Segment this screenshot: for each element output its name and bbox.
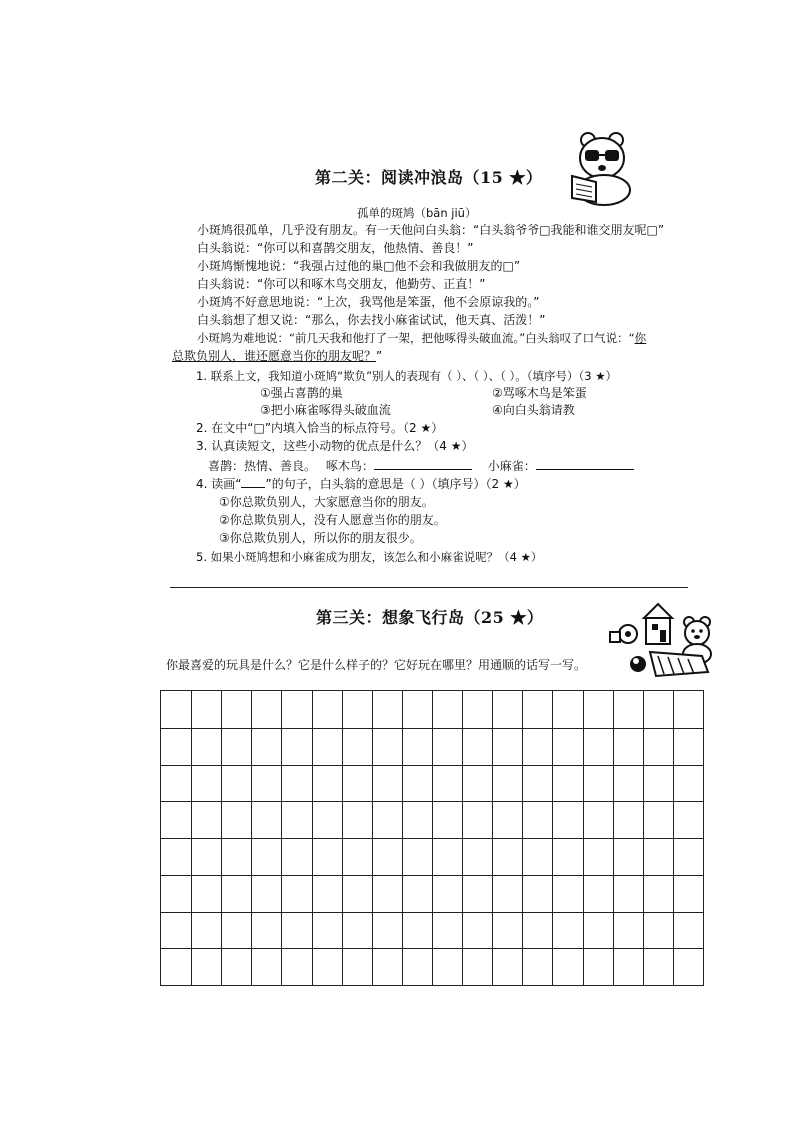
passage-text: 小斑鸠为难地说：“前几天我和他打了一架，把他啄得头破血流。”白头翁叹了口气说：“ (197, 331, 635, 345)
passage-paragraph (197, 330, 646, 346)
grid-row-line (161, 728, 703, 729)
section-divider (170, 587, 688, 588)
q4-stem-a: 4. 读画“ (196, 477, 242, 491)
question-1: 1. 联系上文，我知道小斑鸠“欺负”别人的表现有（ ）、（ ）、（ ）。（填序号）（3 ★） (196, 369, 618, 383)
q4-underline-mark (241, 477, 265, 488)
passage-paragraph: 白头翁说：“你可以和喜鹊交朋友，他热情、善良！” (197, 241, 474, 255)
writing-prompt: 你最喜爱的玩具是什么？它是什么样子的？它好玩在哪里？用通顺的话写一写。 (166, 658, 587, 672)
writing-grid[interactable] (160, 690, 704, 986)
section3-title: 第三关：想象飞行岛（25 ★） (316, 608, 544, 627)
question-4 (196, 476, 526, 492)
grid-row-line (161, 948, 703, 949)
q3-xiaomaque-label: 小麻雀： (487, 459, 536, 473)
question-3: 3. 认真读短文，这些小动物的优点是什么？（4 ★） (196, 439, 474, 453)
passage-paragraph: 小斑鸠惭愧地说：“我强占过他的巢□他不会和我做朋友的□” (197, 259, 521, 273)
q4-option: ①你总欺负别人，大家愿意当你的朋友。 (219, 495, 434, 509)
passage-paragraph: 小斑鸠不好意思地说：“上次，我骂他是笨蛋，他不会原谅我的。” (197, 295, 540, 309)
toys-icon (606, 600, 718, 680)
passage-text: ” (376, 349, 383, 363)
question-2: 2. 在文中“□”内填入恰当的标点符号。（2 ★） (196, 421, 444, 435)
passage-title: 孤单的斑鸠（bān jiū） (357, 206, 477, 220)
q1-option: ①强占喜鹊的巢 (260, 386, 343, 400)
q1-option: ③把小麻雀啄得头破血流 (260, 403, 391, 417)
q4-stem-b: ”的句子，白头翁的意思是（ ）（填序号）（2 ★） (265, 477, 526, 491)
question-5: 5. 如果小斑鸠想和小麻雀成为朋友，该怎么和小麻雀说呢？（4 ★） (196, 550, 543, 564)
passage-paragraph: 白头翁说：“你可以和啄木鸟交朋友，他勤劳、正直！” (197, 277, 486, 291)
q3-answers (208, 458, 634, 474)
underlined-sentence: 总欺负别人，谁还愿意当你的朋友呢？ (172, 349, 377, 363)
q3-zhuomuniao-blank[interactable] (374, 458, 472, 470)
grid-row-line (161, 875, 703, 876)
q1-option: ②骂啄木鸟是笨蛋 (492, 386, 587, 400)
grid-row-line (161, 765, 703, 766)
q1-option: ④向白头翁请教 (492, 403, 575, 417)
q3-xique: 喜鹊：热情、善良。 (208, 459, 317, 473)
passage-paragraph: 白头翁想了想又说：“那么，你去找小麻雀试试，他天真、活泼！” (197, 313, 546, 327)
bear-reading-icon (566, 128, 638, 206)
section2-title: 第二关：阅读冲浪岛（15 ★） (315, 168, 543, 187)
underlined-text: 你 (634, 331, 647, 345)
q3-zhuomuniao-label: 啄木鸟： (325, 459, 374, 473)
grid-row-line (161, 912, 703, 913)
q4-option: ③你总欺负别人，所以你的朋友很少。 (219, 531, 422, 545)
grid-row-line (161, 801, 703, 802)
passage-paragraph: 小斑鸠很孤单，几乎没有朋友。有一天他问白头翁：“白头翁爷爷□我能和谁交朋友呢□” (197, 223, 665, 237)
passage-paragraph (172, 348, 382, 364)
grid-row-line (161, 838, 703, 839)
q4-option: ②你总欺负别人，没有人愿意当你的朋友。 (219, 513, 446, 527)
q3-xiaomaque-blank[interactable] (536, 458, 634, 470)
